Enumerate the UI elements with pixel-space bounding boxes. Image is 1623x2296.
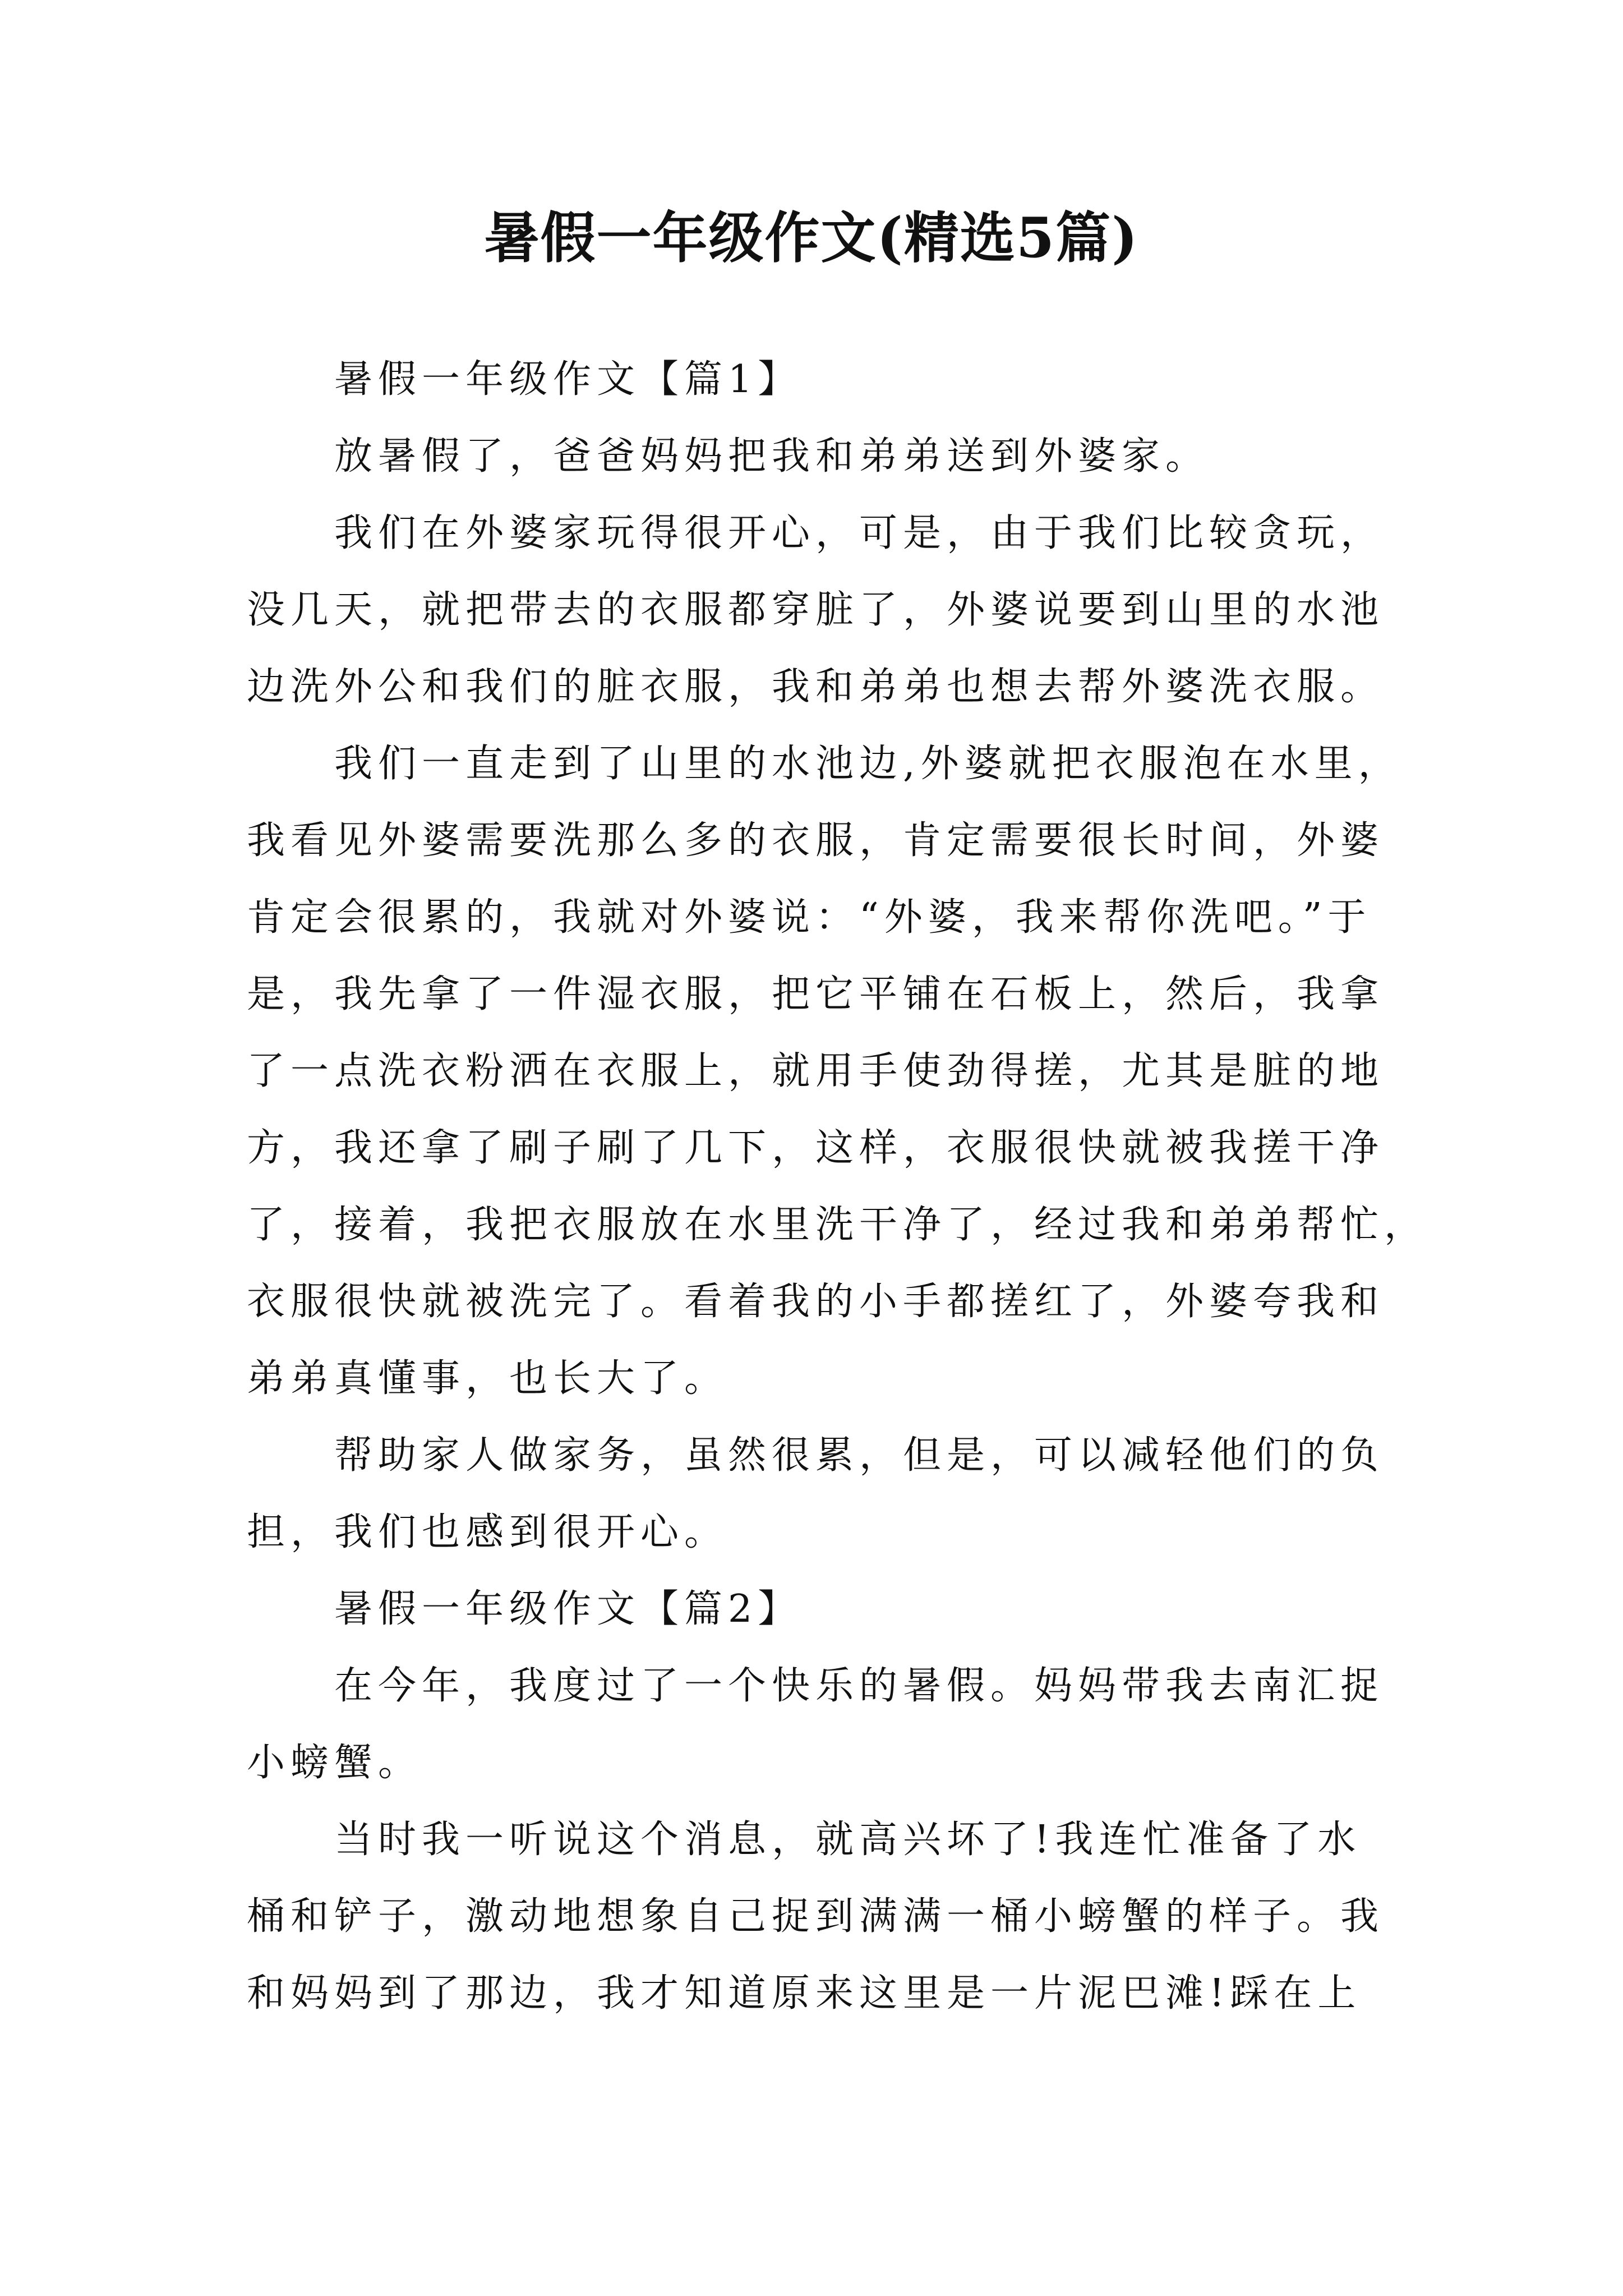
text-line: 当时我一听说这个消息，就高兴坏了!我连忙准备了水 [334,1818,1362,1862]
paragraph [247,1648,1419,1801]
text-line: 没几天，就把带去的衣服都穿脏了，外婆说要到山里的水池 [247,588,1385,632]
text-line: 担，我们也感到很开心。 [247,1510,728,1554]
document-body [247,341,1428,2032]
text-line: 我看见外婆需要洗那么多的衣服，肯定需要很长时间，外婆 [247,818,1385,863]
text-line: 我们在外婆家玩得很开心，可是，由于我们比较贪玩， [334,511,1385,555]
text-line: 我们一直走到了山里的水池边,外婆就把衣服泡在水里， [334,742,1402,786]
paragraph [247,341,1419,418]
paragraph [247,1417,1419,1571]
text-line: 暑假一年级作文【篇2】 [334,1587,802,1631]
text-line: 是，我先拿了一件湿衣服，把它平铺在石板上，然后，我拿 [247,972,1385,1016]
text-line: 放暑假了，爸爸妈妈把我和弟弟送到外婆家。 [334,434,1210,478]
text-line: 肯定会很累的，我就对外婆说：“外婆，我来帮你洗吧。”于 [247,895,1372,940]
text-line: 暑假一年级作文【篇1】 [334,357,802,402]
text-line: 了一点洗衣粉洒在衣服上，就用手使劲得搓，尤其是脏的地 [247,1049,1385,1093]
text-line: 小螃蟹。 [247,1741,422,1785]
paragraph [247,725,1428,1417]
paragraph [247,418,1419,495]
paragraph [247,495,1419,725]
text-line: 边洗外公和我们的脏衣服，我和弟弟也想去帮外婆洗衣服。 [247,665,1385,709]
paragraph [247,1801,1419,2032]
paragraph [247,1571,1419,1648]
text-line: 桶和铲子，激动地想象自己捉到满满一桶小螃蟹的样子。我 [247,1894,1385,1939]
text-line: 方，我还拿了刷子刷了几下，这样，衣服很快就被我搓干净 [247,1126,1385,1170]
text-line: 在今年，我度过了一个快乐的暑假。妈妈带我去南汇捉 [334,1664,1385,1708]
text-line: 衣服很快就被洗完了。看着我的小手都搓红了，外婆夸我和 [247,1280,1385,1324]
document-title: 暑假一年级作文(精选5篇) [484,206,1139,270]
text-line: 和妈妈到了那边，我才知道原来这里是一片泥巴滩!踩在上 [247,1971,1362,2016]
text-line: 弟弟真懂事，也长大了。 [247,1356,728,1401]
text-line: 了，接着，我把衣服放在水里洗干净了，经过我和弟弟帮忙， [247,1203,1428,1247]
text-line: 帮助家人做家务，虽然很累，但是，可以减轻他们的负 [334,1433,1385,1478]
